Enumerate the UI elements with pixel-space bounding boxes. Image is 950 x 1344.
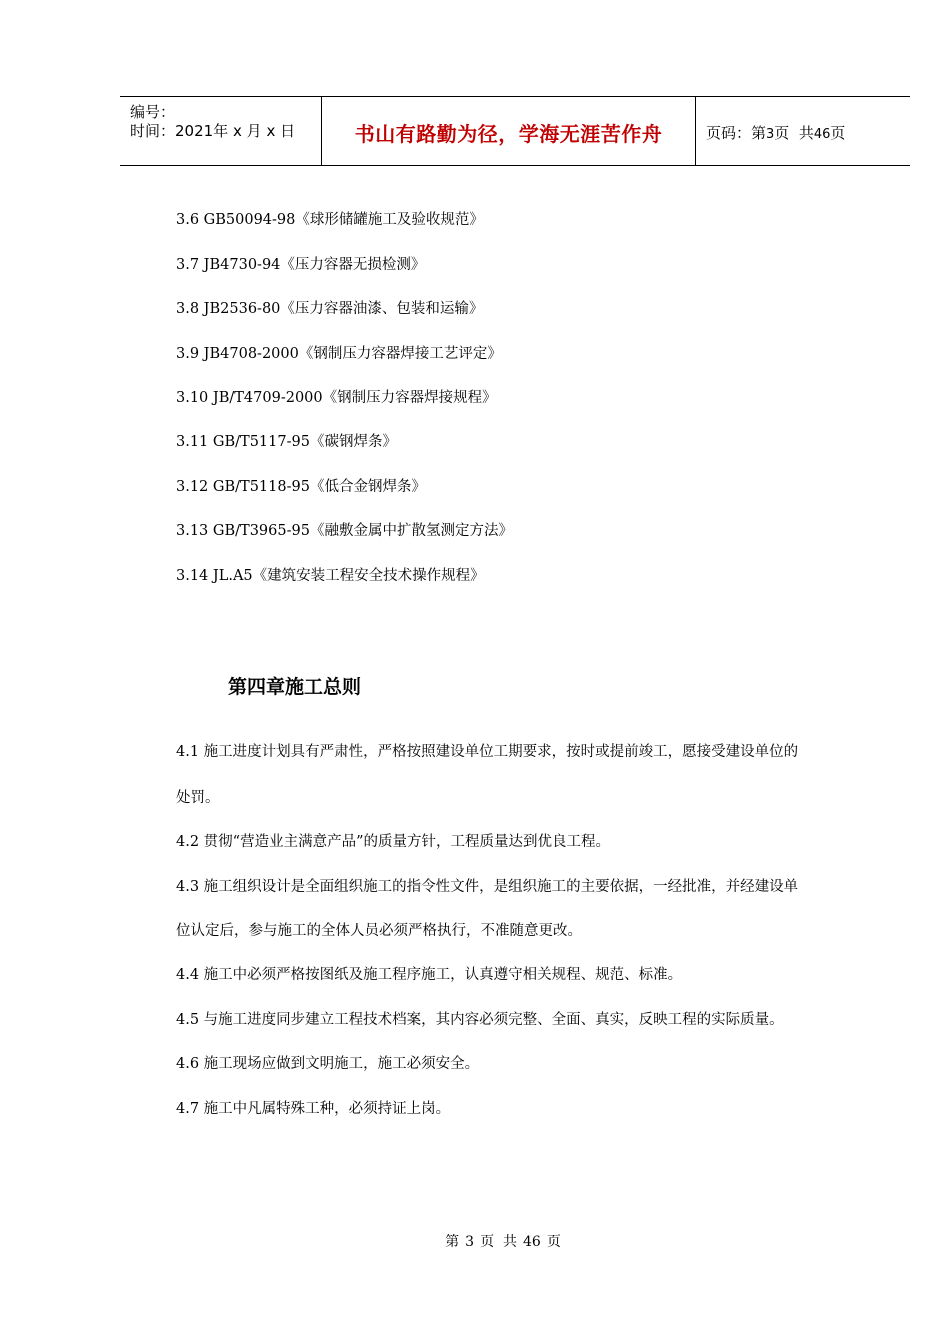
page-footer [0,1231,950,1251]
time-day: x [266,122,276,140]
reference-item: 3.10 JB/T4709-2000《钢制压力容器焊接规程》 [176,390,497,406]
page-suffix: 页 [830,124,846,142]
paragraph-line: 4.4 施工中必须严格按图纸及施工程序施工，认真遵守相关规程、规范、标准。 [176,967,683,983]
header-meta-cell [120,97,322,165]
reference-item: 3.13 GB/T3965-95《融敷金属中扩散氢测定方法》 [176,523,513,539]
footer-prefix: 第 [445,1234,460,1250]
reference-item: 3.8 JB2536-80《压力容器油漆、包装和运输》 [176,301,484,317]
footer-total: 46 [523,1234,541,1250]
page-header [120,96,910,166]
chapter-title: 第四章施工总则 [228,676,362,698]
time-year: 2021 [175,122,214,140]
reference-item: 3.12 GB/T5118-95《低合金钢焊条》 [176,479,426,495]
time-month: x [233,122,242,140]
reference-item: 3.14 JL.A5《建筑安装工程安全技术操作规程》 [176,568,485,584]
serial-label: 编号： [130,103,176,121]
time-day-suffix: 日 [280,122,296,140]
time-line [130,120,295,141]
footer-current: 3 [465,1234,475,1250]
motto: 书山有路勤为径，学海无涯苦作舟 [354,122,663,146]
page-current: 3 [766,127,775,142]
paragraph-line: 4.2 贯彻“营造业主满意产品”的质量方针，工程质量达到优良工程。 [176,834,610,850]
paragraph-line: 4.1 施工进度计划具有严肃性，严格按照建设单位工期要求，按时或提前竣工，愿接受建设单位的 [176,744,799,760]
time-year-suffix: 年 [213,122,229,140]
footer-mid: 页 共 [480,1234,517,1250]
header-page-cell [696,97,910,165]
page-total: 46 [813,127,831,142]
paragraph-line: 4.3 施工组织设计是全面组织施工的指令性文件，是组织施工的主要依据，一经批准，并经建设单 [176,879,799,895]
page-prefix: 页码：第 [706,124,767,142]
header-motto-cell [322,97,696,165]
paragraph-line: 位认定后，参与施工的全体人员必须严格执行，不准随意更改。 [176,923,582,939]
paragraph-line: 4.5 与施工进度同步建立工程技术档案，其内容必须完整、全面、真实，反映工程的实际质量。 [176,1012,784,1028]
time-prefix: 时间： [130,122,176,140]
footer-suffix: 页 [546,1234,561,1250]
reference-item: 3.9 JB4708-2000《钢制压力容器焊接工艺评定》 [176,346,502,362]
reference-item: 3.6 GB50094-98《球形储罐施工及验收规范》 [176,212,484,228]
paragraph-line: 处罚。 [176,790,220,806]
paragraph-line: 4.7 施工中凡属特殊工种，必须持证上岗。 [176,1101,451,1117]
reference-item: 3.11 GB/T5117-95《碳钢焊条》 [176,434,397,450]
paragraph-line: 4.6 施工现场应做到文明施工，施工必须安全。 [176,1056,480,1072]
header-page-number [706,122,845,143]
time-month-suffix: 月 [246,122,262,140]
page-mid: 页 共 [774,124,814,142]
reference-item: 3.7 JB4730-94《压力容器无损检测》 [176,257,426,273]
